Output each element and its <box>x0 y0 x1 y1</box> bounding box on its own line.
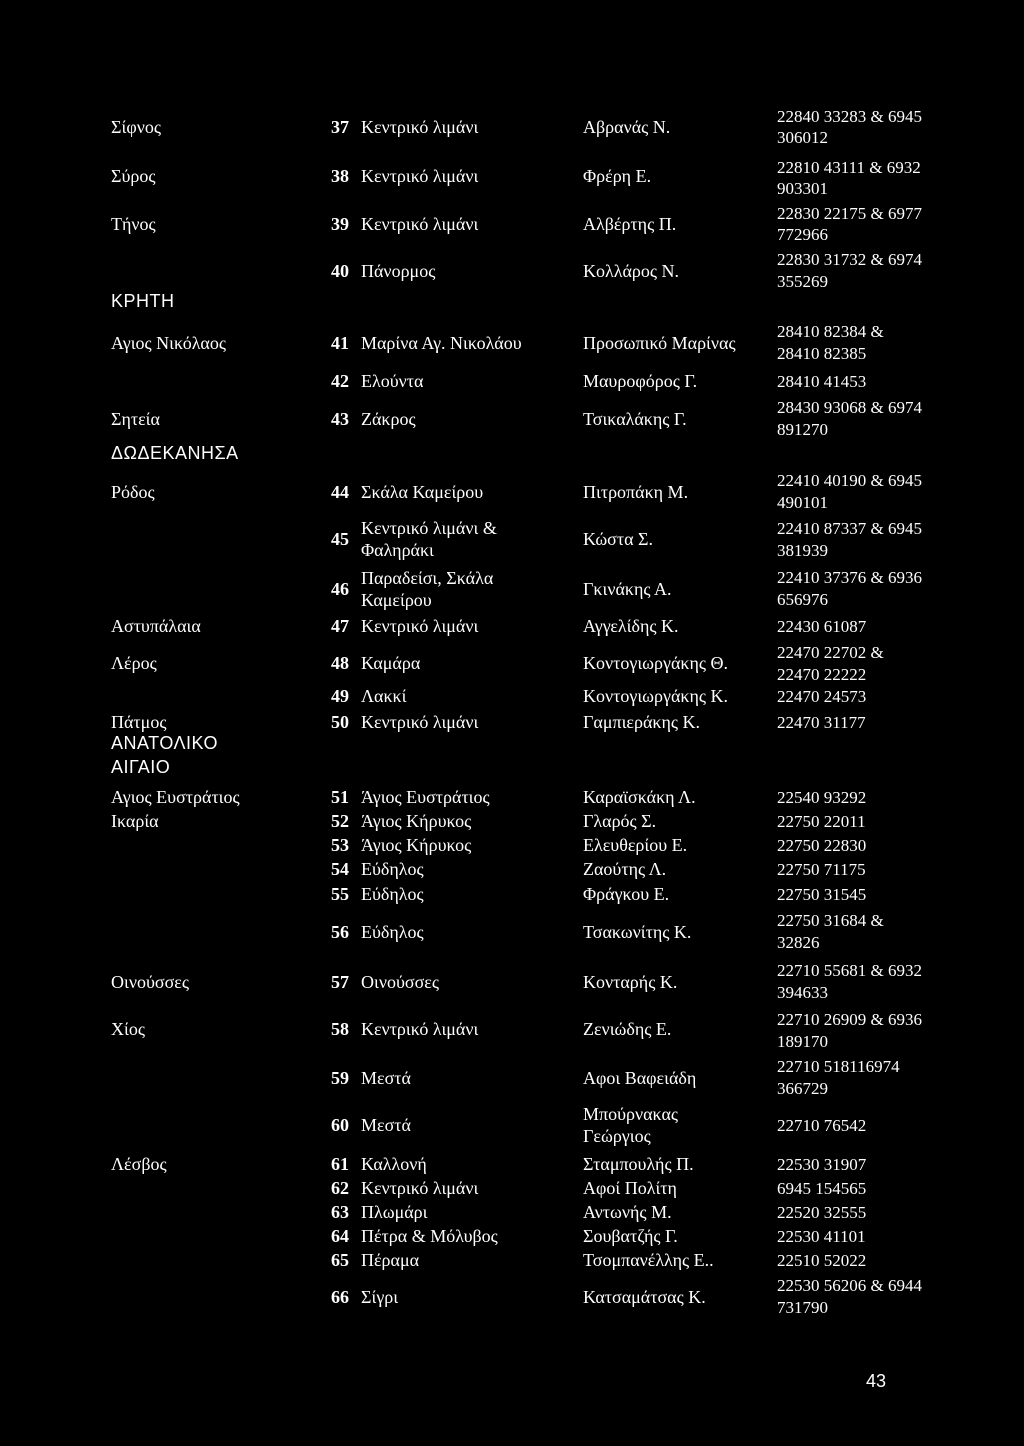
entry-number: 37 <box>331 117 349 137</box>
phone-number: 22830 31732 & 6974 <box>777 250 922 269</box>
entry-number: 61 <box>331 1154 349 1174</box>
port-name-line2: Φαληράκι <box>361 540 434 560</box>
phone-number: 22750 31684 & <box>777 911 884 930</box>
entry-number: 48 <box>331 653 349 673</box>
phone-number-line2: 366729 <box>777 1079 828 1098</box>
entry-number: 39 <box>331 214 349 234</box>
phone-number-line2: 355269 <box>777 272 828 291</box>
contact-name: Αφοί Πολίτη <box>583 1178 677 1198</box>
contact-name: Σταμπουλής Π. <box>583 1154 694 1174</box>
island-name: Αστυπάλαια <box>111 616 201 636</box>
entry-number: 65 <box>331 1250 349 1270</box>
entry-number: 51 <box>331 787 349 807</box>
phone-number: 22410 40190 & 6945 <box>777 471 922 490</box>
entry-number: 56 <box>331 922 349 942</box>
island-name: Σύρος <box>111 166 156 186</box>
island-name: Τήνος <box>111 214 156 234</box>
entry-number: 46 <box>331 579 349 599</box>
port-name: Εύδηλος <box>361 922 424 942</box>
contact-name: Τσακωνίτης Κ. <box>583 922 692 942</box>
contact-name: Κοντογιωργάκης Κ. <box>583 686 728 706</box>
phone-number: 22840 33283 & 6945 <box>777 107 922 126</box>
entry-number: 47 <box>331 616 349 636</box>
contact-name: Αλβέρτης Π. <box>583 214 677 234</box>
port-name: Σίγρι <box>361 1287 399 1307</box>
phone-number: 22530 31907 <box>777 1155 867 1174</box>
entry-number: 45 <box>331 529 349 549</box>
contact-name: Αβρανάς Ν. <box>583 117 671 137</box>
phone-number-line2: 490101 <box>777 493 828 512</box>
port-name: Καμάρα <box>361 653 421 673</box>
port-name: Εύδηλος <box>361 884 424 904</box>
phone-number-line2: 394633 <box>777 983 828 1002</box>
port-name: Παραδείσι, Σκάλα <box>361 568 494 588</box>
phone-number-line2: 772966 <box>777 225 828 244</box>
entry-number: 54 <box>331 859 349 879</box>
phone-number: 22410 87337 & 6945 <box>777 519 922 538</box>
phone-number: 22810 43111 & 6932 <box>777 158 921 177</box>
contact-name: Πιτροπάκη Μ. <box>583 482 689 502</box>
phone-number: 22510 52022 <box>777 1251 867 1270</box>
contact-name: Αφοι Βαφειάδη <box>583 1068 697 1088</box>
island-name: Λέσβος <box>111 1154 167 1174</box>
contact-name: Προσωπικό Μαρίνας <box>583 333 736 353</box>
contact-name: Κώστα Σ. <box>583 529 654 549</box>
entry-number: 62 <box>331 1178 349 1198</box>
entry-number: 41 <box>331 333 349 353</box>
phone-number-line2: 306012 <box>777 128 828 147</box>
phone-number: 22530 56206 & 6944 <box>777 1276 922 1295</box>
contact-name: Γλαρός Σ. <box>583 811 657 831</box>
contact-name: Ζαούτης Λ. <box>583 859 667 879</box>
entry-number: 50 <box>331 712 349 732</box>
entry-number: 52 <box>331 811 349 831</box>
port-name: Μαρίνα Αγ. Νικολάου <box>361 333 522 353</box>
entry-number: 38 <box>331 166 349 186</box>
region-heading: ΔΩΔΕΚΑΝΗΣΑ <box>111 443 239 463</box>
island-name: Λέρος <box>111 653 157 673</box>
entry-number: 66 <box>331 1287 349 1307</box>
port-name: Άγιος Κήρυκος <box>361 835 472 855</box>
port-name: Άγιος Κήρυκος <box>361 811 472 831</box>
entry-number: 57 <box>331 972 349 992</box>
contact-name: Κολλάρος Ν. <box>583 261 679 281</box>
island-name: Χίος <box>111 1019 145 1039</box>
port-name: Κεντρικό λιμάνι & <box>361 518 497 538</box>
port-name: Πέτρα & Μόλυβος <box>361 1226 498 1246</box>
port-name: Κεντρικό λιμάνι <box>361 1019 479 1039</box>
contact-name: Μπούρνακας <box>583 1104 679 1124</box>
port-name: Οινούσσες <box>361 972 439 992</box>
entry-number: 58 <box>331 1019 349 1039</box>
phone-number: 28410 82384 & <box>777 322 884 341</box>
port-name: Μεστά <box>361 1115 411 1135</box>
entry-number: 40 <box>331 261 349 281</box>
island-name: Οινούσσες <box>111 972 189 992</box>
phone-number: 22830 22175 & 6977 <box>777 204 922 223</box>
phone-number: 22750 71175 <box>777 860 866 879</box>
phone-number: 22470 22702 & <box>777 643 884 662</box>
contact-name: Αντωνής Μ. <box>583 1202 672 1222</box>
entry-number: 43 <box>331 409 349 429</box>
phone-number-line2: 28410 82385 <box>777 344 867 363</box>
port-name: Καλλονή <box>361 1154 427 1174</box>
phone-number: 6945 154565 <box>777 1179 867 1198</box>
port-name: Ζάκρος <box>361 409 416 429</box>
entry-number: 64 <box>331 1226 349 1246</box>
phone-number: 22750 22830 <box>777 836 867 855</box>
port-name-line2: Καμείρου <box>361 590 432 610</box>
island-name: Ρόδος <box>111 482 155 502</box>
port-name: Κεντρικό λιμάνι <box>361 117 479 137</box>
region-heading: ΑΙΓΑΙΟ <box>111 757 171 777</box>
phone-number-line2: 381939 <box>777 541 828 560</box>
phone-number-line2: 903301 <box>777 179 828 198</box>
contact-name: Γκινάκης Α. <box>583 579 672 599</box>
contact-name: Μαυροφόρος Γ. <box>583 371 698 391</box>
port-name: Πλωμάρι <box>361 1202 428 1222</box>
phone-number: 22530 41101 <box>777 1227 866 1246</box>
port-name: Κεντρικό λιμάνι <box>361 1178 479 1198</box>
port-name: Εύδηλος <box>361 859 424 879</box>
contact-name: Γαμπιεράκης Κ. <box>583 712 700 732</box>
port-name: Ελούντα <box>361 371 424 391</box>
island-name: Αγιος Ευστράτιος <box>111 787 240 807</box>
phone-number: 28430 93068 & 6974 <box>777 398 922 417</box>
region-heading: ΚΡΗΤΗ <box>111 291 175 311</box>
contact-name: Καραϊσκάκη Λ. <box>583 787 696 807</box>
phone-number: 22750 22011 <box>777 812 866 831</box>
contact-name: Φρέρη Ε. <box>583 166 652 186</box>
phone-number: 22710 518116974 <box>777 1057 900 1076</box>
phone-number: 22410 37376 & 6936 <box>777 568 922 587</box>
island-name: Σητεία <box>111 409 160 429</box>
phone-number-line2: 656976 <box>777 590 828 609</box>
island-name: Αγιος Νικόλαος <box>111 333 226 353</box>
phone-number-line2: 22470 22222 <box>777 665 867 684</box>
contact-name: Ζενιώδης Ε. <box>583 1019 672 1039</box>
phone-number: 28410 41453 <box>777 372 867 391</box>
phone-number: 22430 61087 <box>777 617 867 636</box>
phone-number: 22750 31545 <box>777 885 867 904</box>
contact-name: Σουβατζής Γ. <box>583 1226 678 1246</box>
phone-number-line2: 189170 <box>777 1032 828 1051</box>
contact-name: Κατσαμάτσας Κ. <box>583 1287 706 1307</box>
entry-number: 63 <box>331 1202 349 1222</box>
entry-number: 60 <box>331 1115 349 1135</box>
entry-number: 42 <box>331 371 349 391</box>
phone-number-line2: 32826 <box>777 933 820 952</box>
phone-number: 22710 26909 & 6936 <box>777 1010 922 1029</box>
island-name: Ικαρία <box>111 811 159 831</box>
page-number: 43 <box>866 1371 887 1391</box>
phone-number-line2: 731790 <box>777 1298 828 1317</box>
port-name: Πέραμα <box>361 1250 420 1270</box>
port-name: Κεντρικό λιμάνι <box>361 214 479 234</box>
port-name: Λακκί <box>361 686 407 706</box>
port-name: Σκάλα Καμείρου <box>361 482 484 502</box>
phone-number: 22470 31177 <box>777 713 866 732</box>
port-name: Κεντρικό λιμάνι <box>361 616 479 636</box>
contact-name: Κονταρής Κ. <box>583 972 678 992</box>
entry-number: 44 <box>331 482 349 502</box>
contact-name: Φράγκου Ε. <box>583 884 670 904</box>
port-name: Πάνορμος <box>361 261 436 281</box>
island-name: Πάτμος <box>111 712 167 732</box>
entry-number: 49 <box>331 686 349 706</box>
phone-number: 22470 24573 <box>777 687 867 706</box>
port-name: Μεστά <box>361 1068 411 1088</box>
phone-number-line2: 891270 <box>777 420 828 439</box>
contact-name: Κοντογιωργάκης Θ. <box>583 653 728 673</box>
island-name: Σίφνος <box>111 117 161 137</box>
contact-name: Αγγελίδης Κ. <box>583 616 679 636</box>
port-name: Κεντρικό λιμάνι <box>361 166 479 186</box>
entry-number: 59 <box>331 1068 349 1088</box>
phone-number: 22540 93292 <box>777 788 867 807</box>
entry-number: 55 <box>331 884 349 904</box>
contact-name: Τσομπανέλλης Ε.. <box>583 1250 714 1270</box>
contact-name: Τσικαλάκης Γ. <box>583 409 687 429</box>
port-name: Άγιος Ευστράτιος <box>361 787 490 807</box>
phone-number: 22710 55681 & 6932 <box>777 961 922 980</box>
contact-name: Ελευθερίου Ε. <box>583 835 688 855</box>
region-heading: ΑΝΑΤΟΛΙΚΟ <box>111 733 218 753</box>
contact-name-line2: Γεώργιος <box>583 1126 651 1146</box>
port-name: Κεντρικό λιμάνι <box>361 712 479 732</box>
phone-number: 22520 32555 <box>777 1203 867 1222</box>
phone-number: 22710 76542 <box>777 1116 867 1135</box>
entry-number: 53 <box>331 835 349 855</box>
